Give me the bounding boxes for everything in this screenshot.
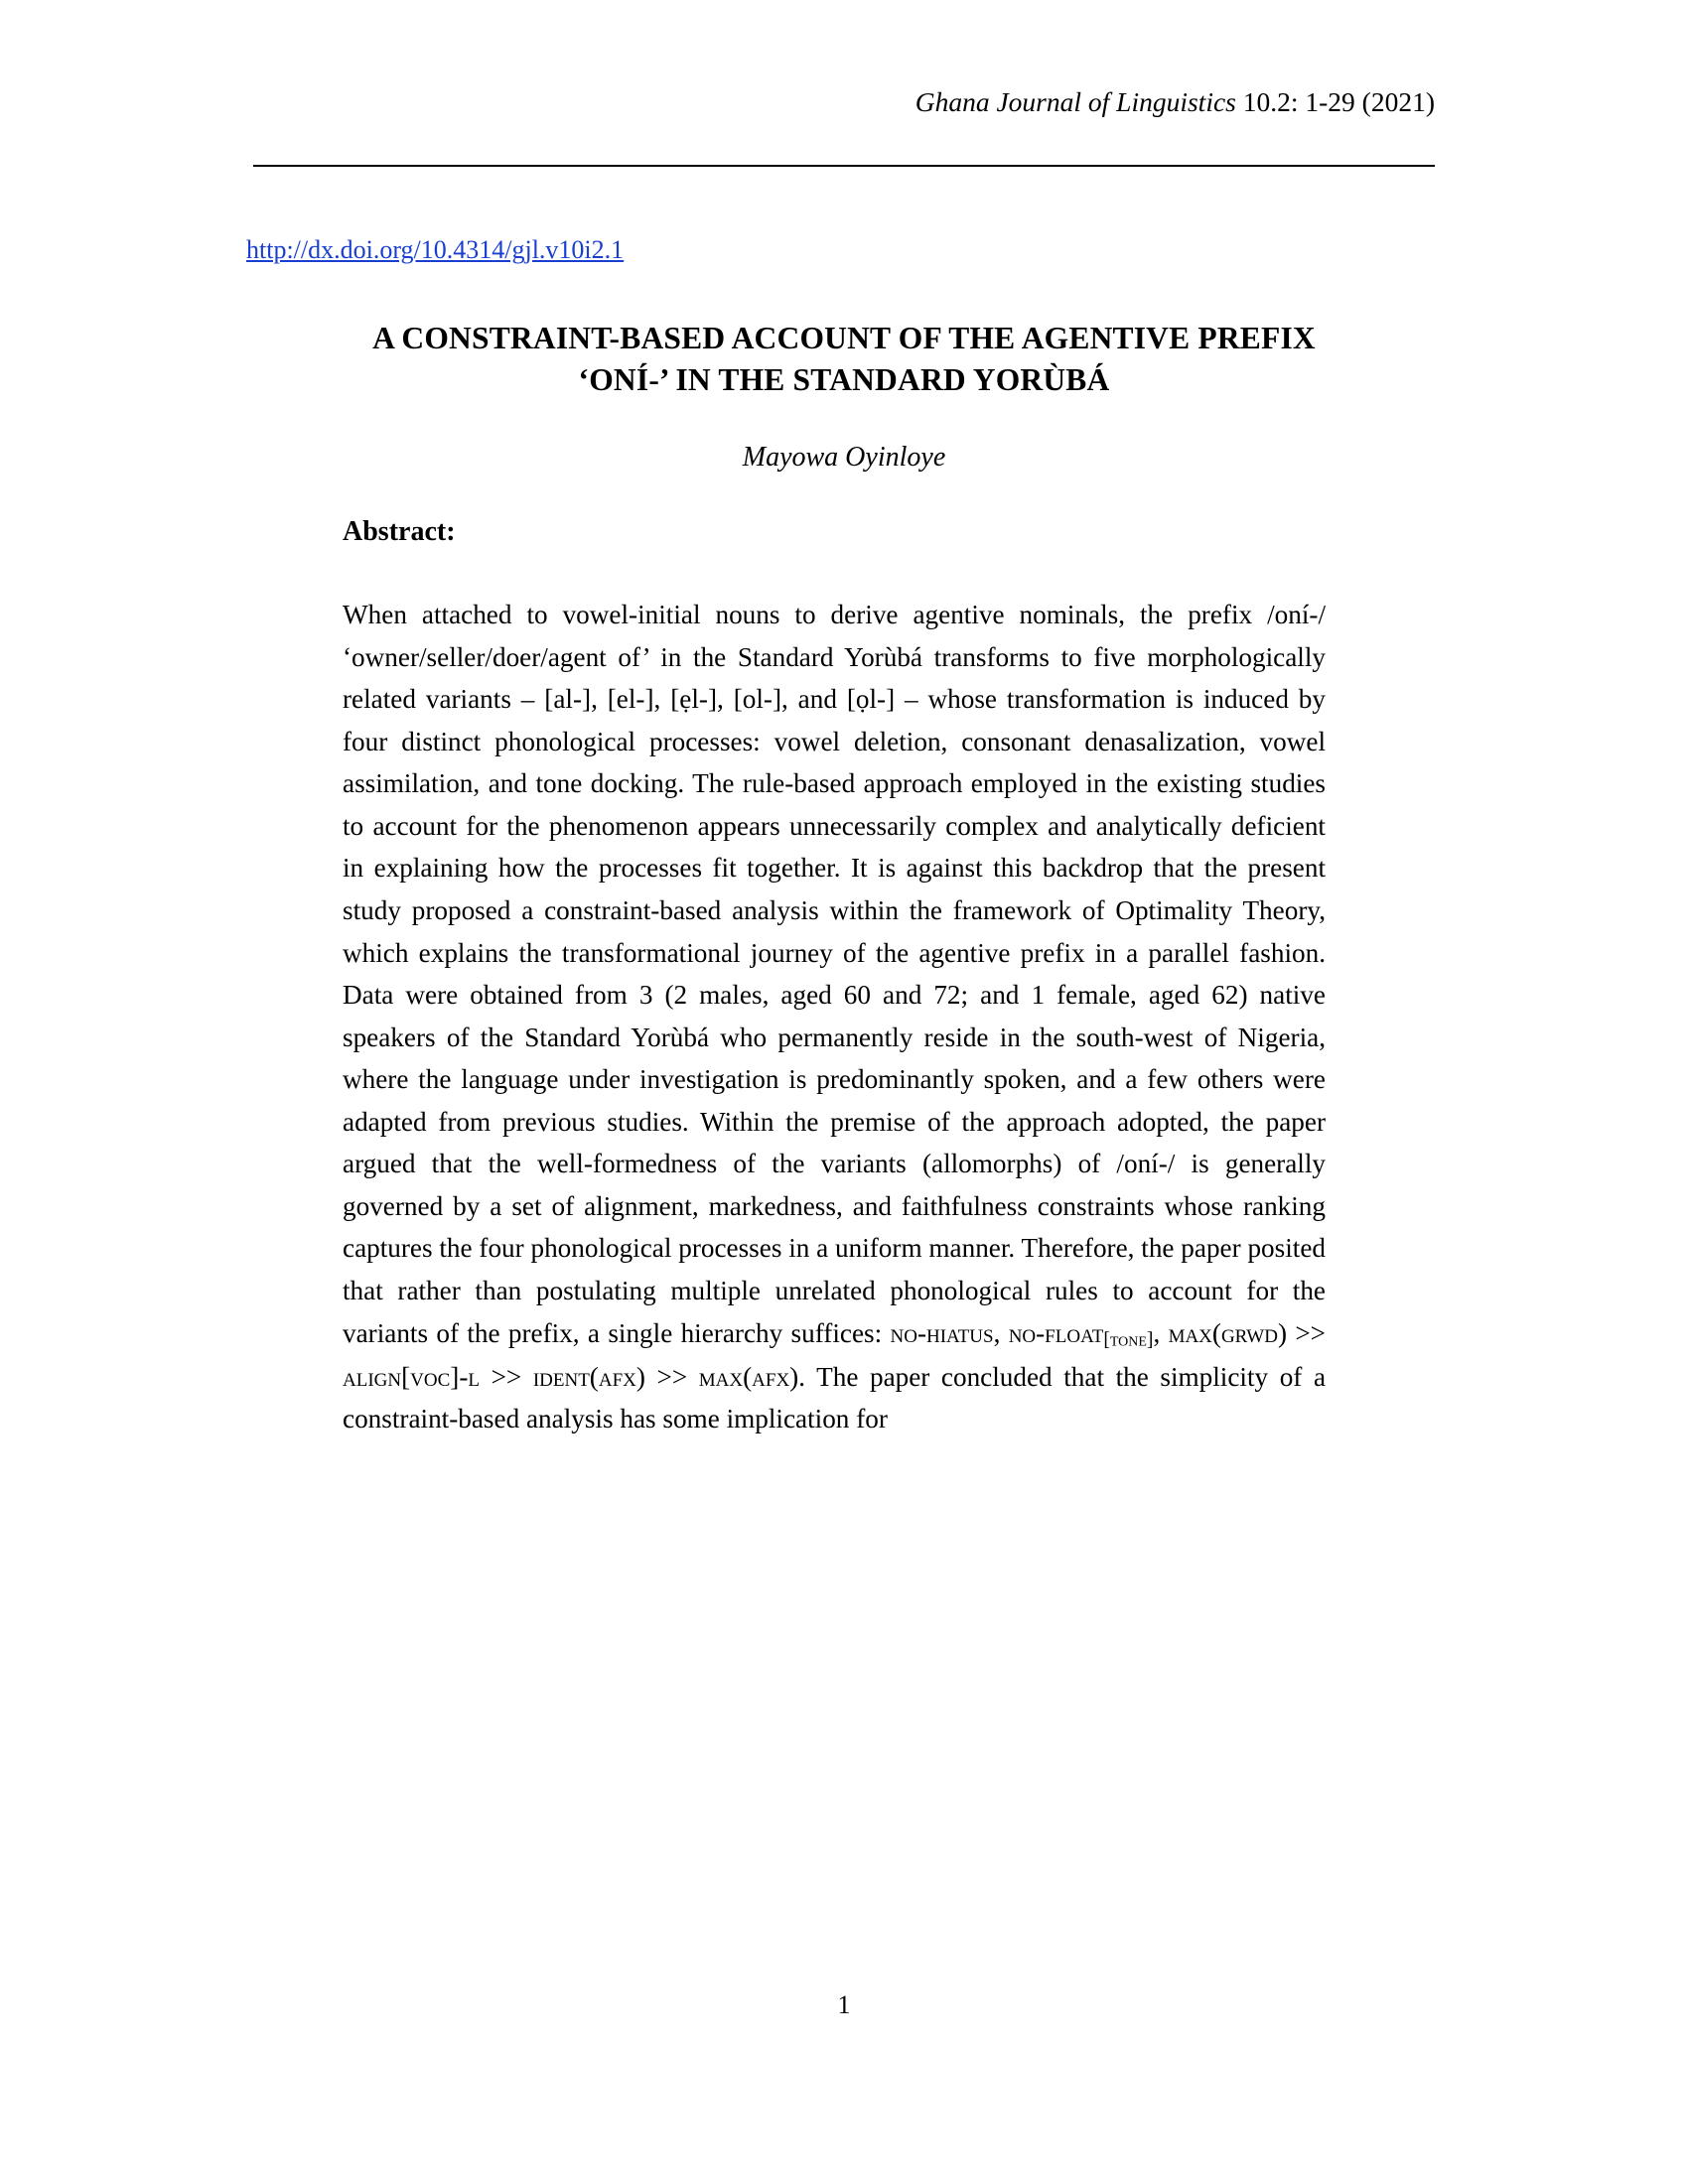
constraint-no-float-subscript: [tone] <box>1103 1329 1154 1351</box>
title-line-1: A CONSTRAINT-BASED ACCOUNT OF THE AGENTIVE PREFIX <box>372 321 1316 355</box>
abstract-heading: Abstract: <box>343 516 456 547</box>
abstract-text-part-2: . The paper concluded that the simplicity of a constraint-based analysis has some implication for <box>343 1361 1327 1434</box>
journal-name: Ghana Journal of Linguistics <box>914 86 1236 117</box>
constraint-separator-1: , <box>993 1317 1009 1348</box>
issue-info: 10.2: 1-29 (2021) <box>1242 86 1435 117</box>
page-title <box>253 318 1435 401</box>
running-head <box>253 85 1435 119</box>
constraint-no-float: no-float <box>1008 1317 1104 1348</box>
doi-link[interactable]: http://dx.doi.org/10.4314/gjl.v10i2.1 <box>246 235 625 264</box>
constraint-max-grwd: max(grwd) <box>1168 1317 1288 1348</box>
abstract-text-part-1: When attached to vowel-initial nouns to derive agentive nominals, the prefix /oní-/ ‘owner/seller/doer/agent of’ in the Standard Yorùbá transforms to five morphologically related variants – [al-], [el-], [ẹl-], [ol-], and [ọl-] – whose transformation is induced by four distinct phonological processes: vowel deletion, consonant denasalization, vowel assimilation, and tone docking. The rule-based approach employed in the existing studies to account for the phenomenon appears unnecessarily complex and analytically deficient in explaining how the processes fit together. It is against this backdrop that the present study proposed a constraint-based analysis within the framework of Optimality Theory, which explains the transformational journey of the agentive prefix in a parallel fashion. Data were obtained from 3 (2 males, aged 60 and 72; and 1 female, aged 62) native speakers of the Standard Yorùbá who permanently reside in the south-west of Nigeria, where the language under investigation is predominantly spoken, and a few others were adapted from previous studies. Within the premise of the approach adopted, the paper argued that the well-formedness of the variants (allomorphs) of /oní-/ is generally governed by a set of alignment, markedness, and faithfulness constraints whose ranking captures the four phonological processes in a uniform manner. Therefore, the paper posited that rather than postulating multiple unrelated phonological rules to account for the variants of the prefix, a single hierarchy suffices: <box>343 600 1326 1348</box>
abstract-body <box>343 594 1326 1440</box>
author-name: Mayowa Oyinloye <box>742 442 946 473</box>
constraint-separator-2: , <box>1153 1317 1169 1348</box>
constraint-align-voc-l: align[voc]-l <box>343 1361 480 1392</box>
constraint-separator-4: >> <box>479 1361 533 1392</box>
doi-line <box>246 234 624 265</box>
constraint-max-afx: max(afx) <box>698 1361 799 1392</box>
title-line-2: ‘ONÍ-’ IN THE STANDARD YORÙBÁ <box>578 361 1110 397</box>
header-divider <box>253 165 1435 167</box>
constraint-separator-5: >> <box>644 1361 699 1392</box>
page-number: 1 <box>837 1990 851 2019</box>
abstract-paragraph <box>343 594 1326 1440</box>
constraint-ident-afx: ident(afx) <box>532 1361 645 1392</box>
constraint-no-hiatus: no-hiatus <box>890 1317 994 1348</box>
constraint-separator-3: >> <box>1287 1317 1327 1348</box>
